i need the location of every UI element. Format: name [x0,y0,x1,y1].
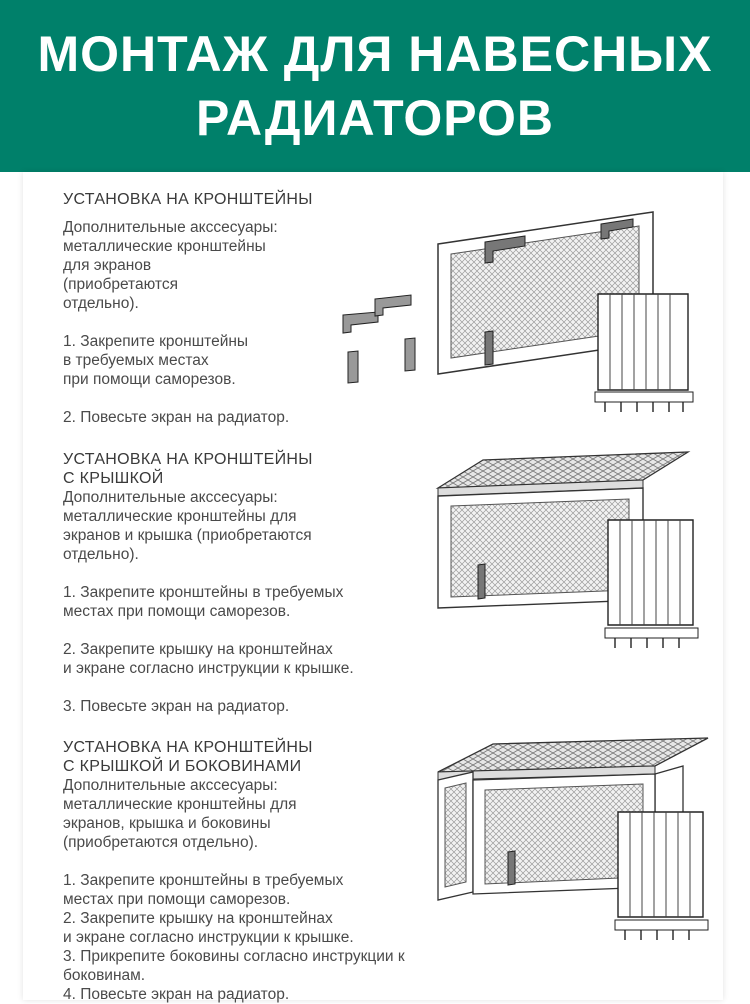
step-2: 2. Закрепите крышку на кронштейнах и экране согласно инструкции к крышке. [63,641,354,677]
section-heading: УСТАНОВКА НА КРОНШТЕЙНЫ С КРЫШКОЙ И БОКОВИНАМИ [63,739,313,775]
illustration-top-sides-install [433,732,718,957]
radiator-icon [595,294,693,412]
section-brackets-with-top [63,450,423,716]
title-banner [0,0,750,172]
step-1: 1. Закрепите кронштейны в требуемых местах при помощи саморезов. [63,333,249,388]
radiator-icon [605,520,698,648]
accessories-text: Дополнительные акссесуары: металлические кронштейны для экранов и крышка (приобретаются отдельно). [63,489,312,563]
section-heading: УСТАНОВКА НА КРОНШТЕЙНЫ [63,191,313,208]
illustration-bracket-install [333,202,713,427]
accessories-text: Дополнительные акссесуары: металлические кронштейны для экранов (приобретаются отдельно). [63,219,278,312]
section-brackets-top-sides [63,738,463,1004]
step-3: 3. Повесьте экран на радиатор. [63,698,290,715]
accessories-text: Дополнительные акссесуары: металлические кронштейны для экранов, крышка и боковины (приобретаются отдельно). [63,777,297,851]
step-1: 1. Закрепите кронштейны в требуемых местах при помощи саморезов. [63,584,344,620]
title-line-1: МОНТАЖ ДЛЯ НАВЕСНЫХ [37,26,713,82]
section-heading: УСТАНОВКА НА КРОНШТЕЙНЫ С КРЫШКОЙ [63,451,313,487]
top-cover [438,452,688,496]
step-2: 2. Повесьте экран на радиатор. [63,409,290,426]
loose-bracket-icon [343,295,415,383]
radiator-icon [615,812,708,940]
title-line-2: РАДИАТОРОВ [196,90,554,146]
illustration-top-install [423,450,713,660]
steps-list: 1. Закрепите кронштейны в требуемых местах при помощи саморезов. 2. Закрепите крышку на кронштейнах и экране согласно инструкции к крышке. 3. Прикрепите боковины согласно инструкции к боковинам. 4. Повесьте экран на радиатор. [63,872,405,1003]
instruction-sheet [23,172,723,1003]
